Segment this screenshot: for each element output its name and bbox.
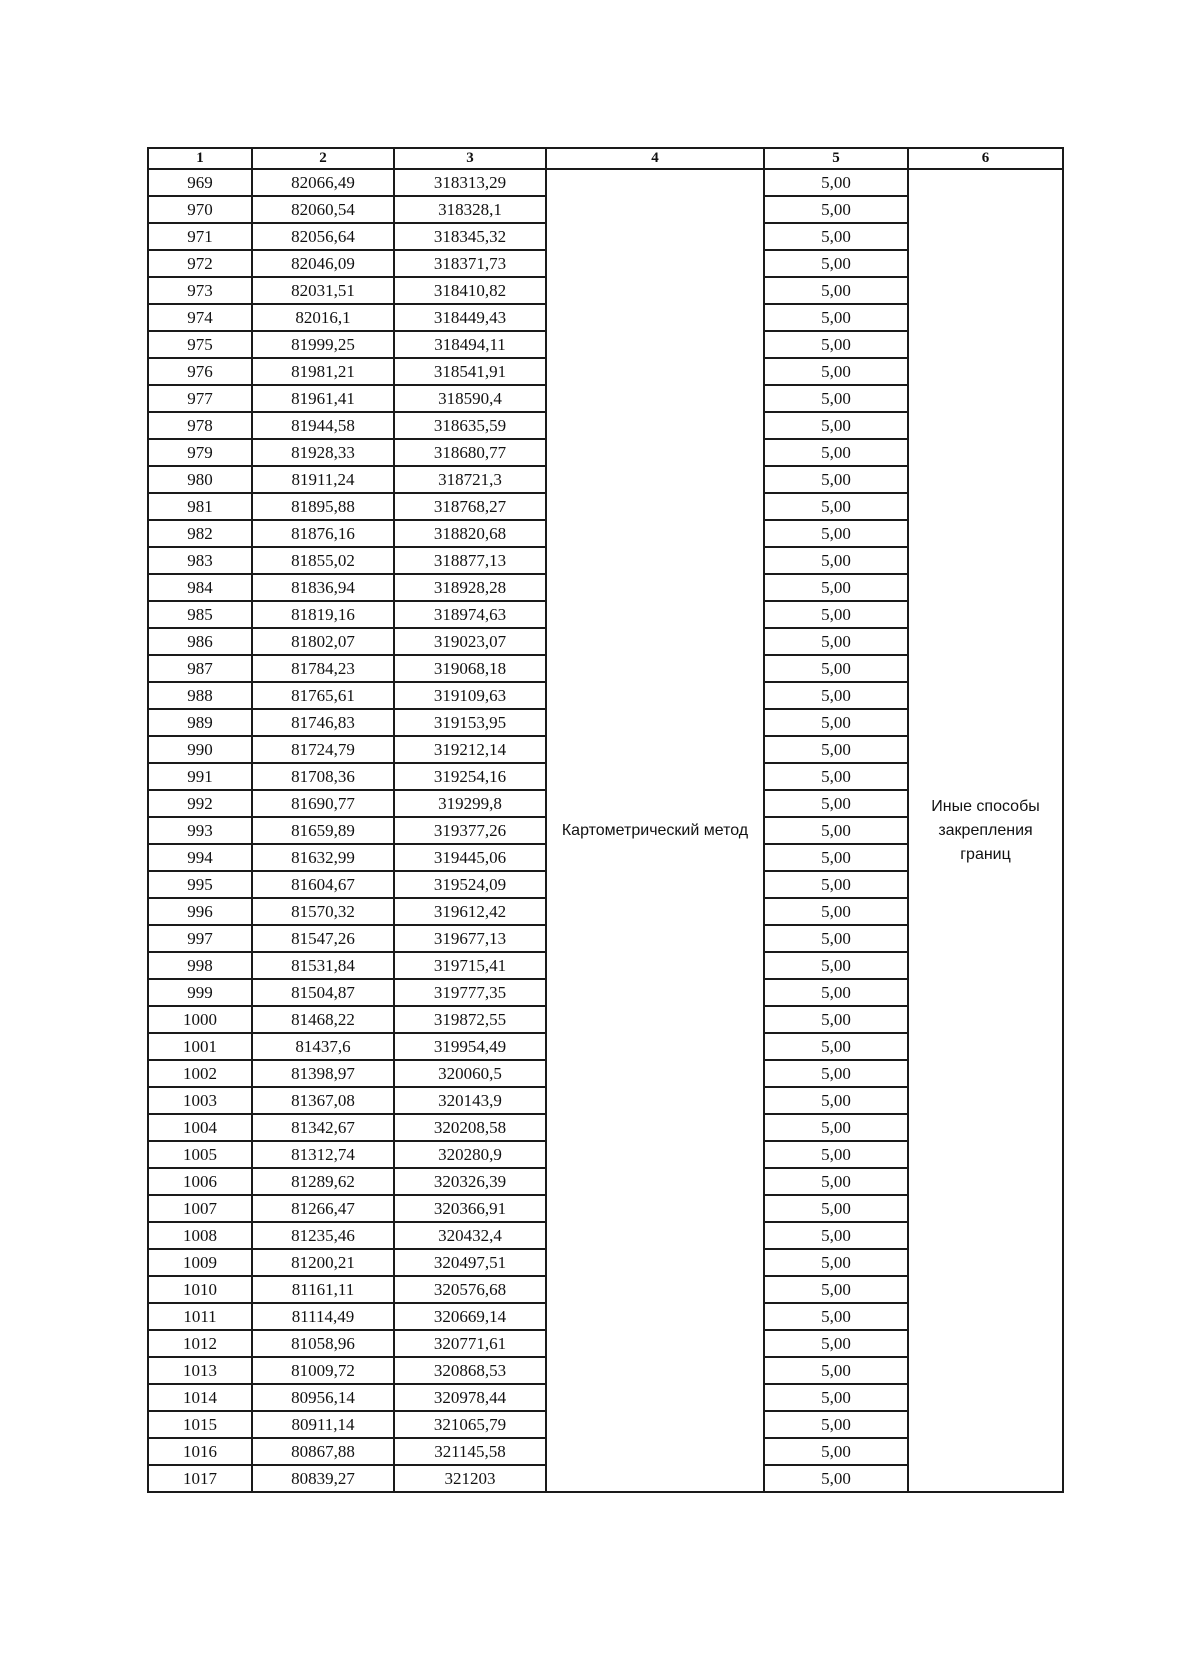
y-coordinate-cell: 319777,35 (394, 979, 546, 1006)
header-cell-2: 2 (252, 148, 394, 169)
y-coordinate-cell: 318541,91 (394, 358, 546, 385)
point-number-cell: 982 (148, 520, 252, 547)
x-coordinate-cell: 81855,02 (252, 547, 394, 574)
accuracy-cell: 5,00 (764, 1303, 908, 1330)
point-number-cell: 1014 (148, 1384, 252, 1411)
y-coordinate-cell: 320497,51 (394, 1249, 546, 1276)
y-coordinate-cell: 320669,14 (394, 1303, 546, 1330)
header-cell-3: 3 (394, 148, 546, 169)
y-coordinate-cell: 319212,14 (394, 736, 546, 763)
accuracy-cell: 5,00 (764, 1114, 908, 1141)
x-coordinate-cell: 81981,21 (252, 358, 394, 385)
point-number-cell: 998 (148, 952, 252, 979)
y-coordinate-cell: 319445,06 (394, 844, 546, 871)
accuracy-cell: 5,00 (764, 1141, 908, 1168)
table-row (148, 169, 1063, 196)
y-coordinate-cell: 318635,59 (394, 412, 546, 439)
header-row (148, 148, 1063, 169)
x-coordinate-cell: 82066,49 (252, 169, 394, 196)
x-coordinate-cell: 81531,84 (252, 952, 394, 979)
accuracy-cell: 5,00 (764, 169, 908, 196)
accuracy-cell: 5,00 (764, 1168, 908, 1195)
point-number-cell: 974 (148, 304, 252, 331)
y-coordinate-cell: 320280,9 (394, 1141, 546, 1168)
y-coordinate-cell: 320868,53 (394, 1357, 546, 1384)
y-coordinate-cell: 320208,58 (394, 1114, 546, 1141)
y-coordinate-cell: 318313,29 (394, 169, 546, 196)
point-number-cell: 992 (148, 790, 252, 817)
x-coordinate-cell: 80911,14 (252, 1411, 394, 1438)
accuracy-cell: 5,00 (764, 574, 908, 601)
point-number-cell: 1002 (148, 1060, 252, 1087)
point-number-cell: 977 (148, 385, 252, 412)
accuracy-cell: 5,00 (764, 898, 908, 925)
accuracy-cell: 5,00 (764, 709, 908, 736)
y-coordinate-cell: 318410,82 (394, 277, 546, 304)
accuracy-cell: 5,00 (764, 925, 908, 952)
y-coordinate-cell: 318494,11 (394, 331, 546, 358)
y-coordinate-cell: 319872,55 (394, 1006, 546, 1033)
accuracy-cell: 5,00 (764, 385, 908, 412)
x-coordinate-cell: 81911,24 (252, 466, 394, 493)
point-number-cell: 969 (148, 169, 252, 196)
x-coordinate-cell: 81058,96 (252, 1330, 394, 1357)
point-number-cell: 1015 (148, 1411, 252, 1438)
point-number-cell: 1001 (148, 1033, 252, 1060)
y-coordinate-cell: 319715,41 (394, 952, 546, 979)
point-number-cell: 997 (148, 925, 252, 952)
y-coordinate-cell: 319109,63 (394, 682, 546, 709)
accuracy-cell: 5,00 (764, 1438, 908, 1465)
point-number-cell: 1016 (148, 1438, 252, 1465)
point-number-cell: 1011 (148, 1303, 252, 1330)
y-coordinate-cell: 318345,32 (394, 223, 546, 250)
y-coordinate-cell: 320143,9 (394, 1087, 546, 1114)
x-coordinate-cell: 80867,88 (252, 1438, 394, 1465)
x-coordinate-cell: 81342,67 (252, 1114, 394, 1141)
y-coordinate-cell: 320432,4 (394, 1222, 546, 1249)
accuracy-cell: 5,00 (764, 790, 908, 817)
point-number-cell: 990 (148, 736, 252, 763)
x-coordinate-cell: 81604,67 (252, 871, 394, 898)
x-coordinate-cell: 81999,25 (252, 331, 394, 358)
point-number-cell: 975 (148, 331, 252, 358)
x-coordinate-cell: 81961,41 (252, 385, 394, 412)
point-number-cell: 1006 (148, 1168, 252, 1195)
point-number-cell: 991 (148, 763, 252, 790)
point-number-cell: 987 (148, 655, 252, 682)
point-number-cell: 1008 (148, 1222, 252, 1249)
point-number-cell: 1017 (148, 1465, 252, 1492)
accuracy-cell: 5,00 (764, 358, 908, 385)
point-number-cell: 1004 (148, 1114, 252, 1141)
x-coordinate-cell: 81746,83 (252, 709, 394, 736)
header-cell-5: 5 (764, 148, 908, 169)
accuracy-cell: 5,00 (764, 1249, 908, 1276)
x-coordinate-cell: 81928,33 (252, 439, 394, 466)
accuracy-cell: 5,00 (764, 682, 908, 709)
accuracy-cell: 5,00 (764, 601, 908, 628)
accuracy-cell: 5,00 (764, 1006, 908, 1033)
y-coordinate-cell: 321203 (394, 1465, 546, 1492)
accuracy-cell: 5,00 (764, 412, 908, 439)
accuracy-cell: 5,00 (764, 952, 908, 979)
point-number-cell: 993 (148, 817, 252, 844)
accuracy-cell: 5,00 (764, 1330, 908, 1357)
x-coordinate-cell: 81114,49 (252, 1303, 394, 1330)
x-coordinate-cell: 81724,79 (252, 736, 394, 763)
point-number-cell: 978 (148, 412, 252, 439)
y-coordinate-cell: 321145,58 (394, 1438, 546, 1465)
x-coordinate-cell: 81547,26 (252, 925, 394, 952)
y-coordinate-cell: 318721,3 (394, 466, 546, 493)
x-coordinate-cell: 81690,77 (252, 790, 394, 817)
header-cell-6: 6 (908, 148, 1063, 169)
x-coordinate-cell: 80839,27 (252, 1465, 394, 1492)
x-coordinate-cell: 82016,1 (252, 304, 394, 331)
x-coordinate-cell: 81200,21 (252, 1249, 394, 1276)
point-number-cell: 972 (148, 250, 252, 277)
y-coordinate-cell: 320978,44 (394, 1384, 546, 1411)
x-coordinate-cell: 81398,97 (252, 1060, 394, 1087)
x-coordinate-cell: 82056,64 (252, 223, 394, 250)
y-coordinate-cell: 318328,1 (394, 196, 546, 223)
point-number-cell: 980 (148, 466, 252, 493)
y-coordinate-cell: 318877,13 (394, 547, 546, 574)
accuracy-cell: 5,00 (764, 250, 908, 277)
y-coordinate-cell: 318590,4 (394, 385, 546, 412)
x-coordinate-cell: 81468,22 (252, 1006, 394, 1033)
y-coordinate-cell: 320366,91 (394, 1195, 546, 1222)
y-coordinate-cell: 321065,79 (394, 1411, 546, 1438)
accuracy-cell: 5,00 (764, 1276, 908, 1303)
y-coordinate-cell: 319612,42 (394, 898, 546, 925)
accuracy-cell: 5,00 (764, 1357, 908, 1384)
accuracy-cell: 5,00 (764, 547, 908, 574)
accuracy-cell: 5,00 (764, 223, 908, 250)
y-coordinate-cell: 319254,16 (394, 763, 546, 790)
point-number-cell: 970 (148, 196, 252, 223)
accuracy-cell: 5,00 (764, 736, 908, 763)
accuracy-cell: 5,00 (764, 331, 908, 358)
point-number-cell: 979 (148, 439, 252, 466)
y-coordinate-cell: 318820,68 (394, 520, 546, 547)
header-cell-1: 1 (148, 148, 252, 169)
accuracy-cell: 5,00 (764, 763, 908, 790)
x-coordinate-cell: 81570,32 (252, 898, 394, 925)
y-coordinate-cell: 319377,26 (394, 817, 546, 844)
y-coordinate-cell: 318680,77 (394, 439, 546, 466)
point-number-cell: 1000 (148, 1006, 252, 1033)
y-coordinate-cell: 319524,09 (394, 871, 546, 898)
y-coordinate-cell: 319954,49 (394, 1033, 546, 1060)
x-coordinate-cell: 81367,08 (252, 1087, 394, 1114)
point-number-cell: 1010 (148, 1276, 252, 1303)
point-number-cell: 971 (148, 223, 252, 250)
x-coordinate-cell: 81266,47 (252, 1195, 394, 1222)
point-number-cell: 1012 (148, 1330, 252, 1357)
y-coordinate-cell: 318974,63 (394, 601, 546, 628)
accuracy-cell: 5,00 (764, 439, 908, 466)
y-coordinate-cell: 318928,28 (394, 574, 546, 601)
x-coordinate-cell: 81235,46 (252, 1222, 394, 1249)
point-number-cell: 983 (148, 547, 252, 574)
y-coordinate-cell: 318449,43 (394, 304, 546, 331)
x-coordinate-cell: 82031,51 (252, 277, 394, 304)
accuracy-cell: 5,00 (764, 871, 908, 898)
accuracy-cell: 5,00 (764, 1465, 908, 1492)
point-number-cell: 984 (148, 574, 252, 601)
y-coordinate-cell: 320060,5 (394, 1060, 546, 1087)
y-coordinate-cell: 319153,95 (394, 709, 546, 736)
accuracy-cell: 5,00 (764, 1222, 908, 1249)
x-coordinate-cell: 81802,07 (252, 628, 394, 655)
x-coordinate-cell: 81009,72 (252, 1357, 394, 1384)
point-number-cell: 973 (148, 277, 252, 304)
x-coordinate-cell: 81944,58 (252, 412, 394, 439)
point-number-cell: 996 (148, 898, 252, 925)
boundary-coordinates-table (147, 147, 1064, 1493)
y-coordinate-cell: 320576,68 (394, 1276, 546, 1303)
fixing-method-cell: Иные способы закрепления границ (908, 169, 1063, 1492)
x-coordinate-cell: 82046,09 (252, 250, 394, 277)
x-coordinate-cell: 81708,36 (252, 763, 394, 790)
accuracy-cell: 5,00 (764, 1060, 908, 1087)
y-coordinate-cell: 319023,07 (394, 628, 546, 655)
point-number-cell: 986 (148, 628, 252, 655)
y-coordinate-cell: 319068,18 (394, 655, 546, 682)
point-number-cell: 1009 (148, 1249, 252, 1276)
accuracy-cell: 5,00 (764, 196, 908, 223)
y-coordinate-cell: 320771,61 (394, 1330, 546, 1357)
x-coordinate-cell: 81895,88 (252, 493, 394, 520)
x-coordinate-cell: 81289,62 (252, 1168, 394, 1195)
method-cell: Картометрический метод (546, 169, 764, 1492)
point-number-cell: 994 (148, 844, 252, 871)
x-coordinate-cell: 80956,14 (252, 1384, 394, 1411)
point-number-cell: 999 (148, 979, 252, 1006)
point-number-cell: 988 (148, 682, 252, 709)
point-number-cell: 989 (148, 709, 252, 736)
accuracy-cell: 5,00 (764, 1087, 908, 1114)
point-number-cell: 1003 (148, 1087, 252, 1114)
accuracy-cell: 5,00 (764, 466, 908, 493)
accuracy-cell: 5,00 (764, 1384, 908, 1411)
y-coordinate-cell: 319677,13 (394, 925, 546, 952)
x-coordinate-cell: 81836,94 (252, 574, 394, 601)
point-number-cell: 981 (148, 493, 252, 520)
accuracy-cell: 5,00 (764, 628, 908, 655)
x-coordinate-cell: 81504,87 (252, 979, 394, 1006)
accuracy-cell: 5,00 (764, 844, 908, 871)
x-coordinate-cell: 81659,89 (252, 817, 394, 844)
point-number-cell: 985 (148, 601, 252, 628)
point-number-cell: 976 (148, 358, 252, 385)
accuracy-cell: 5,00 (764, 493, 908, 520)
x-coordinate-cell: 81632,99 (252, 844, 394, 871)
header-cell-4: 4 (546, 148, 764, 169)
x-coordinate-cell: 81161,11 (252, 1276, 394, 1303)
x-coordinate-cell: 81819,16 (252, 601, 394, 628)
accuracy-cell: 5,00 (764, 1411, 908, 1438)
accuracy-cell: 5,00 (764, 1033, 908, 1060)
table-body (148, 169, 1063, 1492)
y-coordinate-cell: 319299,8 (394, 790, 546, 817)
y-coordinate-cell: 318768,27 (394, 493, 546, 520)
accuracy-cell: 5,00 (764, 304, 908, 331)
x-coordinate-cell: 81437,6 (252, 1033, 394, 1060)
accuracy-cell: 5,00 (764, 520, 908, 547)
point-number-cell: 1005 (148, 1141, 252, 1168)
accuracy-cell: 5,00 (764, 277, 908, 304)
accuracy-cell: 5,00 (764, 655, 908, 682)
x-coordinate-cell: 81765,61 (252, 682, 394, 709)
x-coordinate-cell: 81312,74 (252, 1141, 394, 1168)
y-coordinate-cell: 320326,39 (394, 1168, 546, 1195)
accuracy-cell: 5,00 (764, 817, 908, 844)
y-coordinate-cell: 318371,73 (394, 250, 546, 277)
accuracy-cell: 5,00 (764, 1195, 908, 1222)
x-coordinate-cell: 81784,23 (252, 655, 394, 682)
point-number-cell: 995 (148, 871, 252, 898)
x-coordinate-cell: 82060,54 (252, 196, 394, 223)
accuracy-cell: 5,00 (764, 979, 908, 1006)
point-number-cell: 1013 (148, 1357, 252, 1384)
x-coordinate-cell: 81876,16 (252, 520, 394, 547)
point-number-cell: 1007 (148, 1195, 252, 1222)
